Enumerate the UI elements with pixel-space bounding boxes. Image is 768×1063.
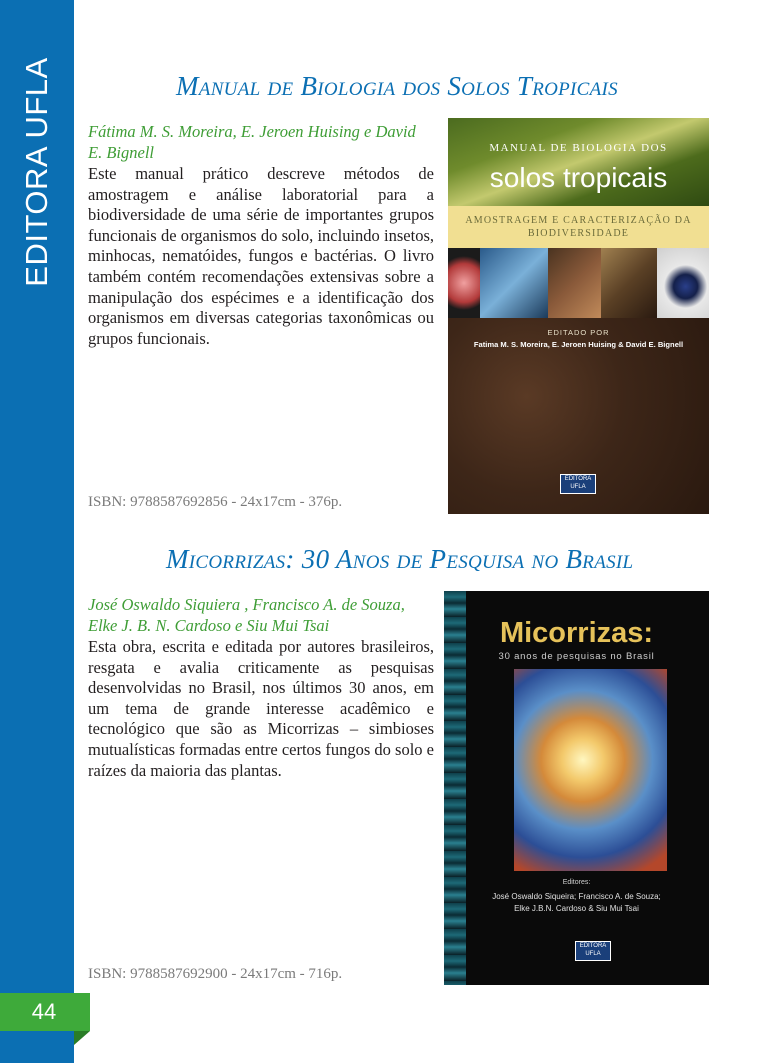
cover-editors: Fatima M. S. Moreira, E. Jeroen Huising & David E. Bignell	[473, 340, 684, 349]
book-cover-image	[444, 591, 709, 985]
cover-title-text: Micorrizas:	[499, 617, 654, 649]
cover-editores-label: Editores:	[562, 879, 591, 886]
cover-title-text: solos tropicais	[489, 162, 668, 193]
page-number: 44	[31, 999, 57, 1024]
cover-photo-ant	[601, 248, 657, 318]
cover-editors	[444, 891, 709, 915]
book-cover-image	[448, 118, 709, 514]
cover-photo-nematode	[480, 248, 548, 318]
cover-editado-label: EDITADO POR	[547, 328, 610, 337]
book-isbn: ISBN: 9788587692900 - 24x17cm - 716p.	[88, 966, 343, 982]
cover-painting	[514, 669, 667, 871]
cover-series-text: MANUAL DE BIOLOGIA DOS	[489, 142, 668, 154]
book-description: Esta obra, escrita e editada por autores brasileiros, resgata e avalia criticamente as pesquisas desenvolvidas no Brasil, nos últimos 30 anos, em um tema de grande interesse acadêmico e tecnológico que são as Micorrizas – simbioses mutualísticas formadas entre certos fungos do solo e raízes da maioria das plantas.	[88, 637, 434, 780]
book-title: Micorrizas: 30 Anos de Pesquisa no Brasil	[166, 544, 634, 574]
cover-photo-microbe	[448, 248, 480, 318]
page-number-tab	[0, 993, 90, 1031]
cover-editors-line1: José Oswaldo Siqueira; Francisco A. de Souza;	[492, 892, 661, 901]
sidebar	[0, 0, 74, 1063]
cover-band-text: AMOSTRAGEM E CARACTERIZAÇÃO DA BIODIVERSIDADE	[465, 215, 692, 239]
book-isbn: ISBN: 9788587692856 - 24x17cm - 376p.	[88, 494, 343, 510]
publisher-logo: EDITORA UFLA	[575, 941, 611, 961]
cover-editors-line2: Elke J.B.N. Cardoso & Siu Mui Tsai	[514, 904, 639, 913]
cover-photo-worm	[548, 248, 601, 318]
publisher-logo: EDITORA UFLA	[560, 474, 596, 494]
book-description: Este manual prático descreve métodos de amostragem e análise laboratorial para a biodiversidade de uma série de importantes grupos funcionais de organismos do solo, incluindo insetos, minhocas, nematóides, fungos e bactérias. O livro também contém recomendações extensivas sobre a manipulação dos espécimes e a identificação dos organismos em diversas categorias taxonômicas ou grupos funcionais.	[88, 164, 434, 348]
book-title: Manual de Biologia dos Solos Tropicais	[176, 71, 618, 101]
cover-subtitle-text: 30 anos de pesquisas no Brasil	[498, 651, 655, 662]
cover-band	[448, 206, 709, 248]
cover-photo-strip	[448, 248, 709, 318]
cover-photo-beetle	[657, 248, 709, 318]
book-authors: Fátima M. S. Moreira, E. Jeroen Huising e David E. Bignell	[88, 122, 416, 162]
book-authors: José Oswaldo Siquiera , Francisco A. de Souza, Elke J. B. N. Cardoso e Siu Mui Tsai	[88, 595, 405, 635]
publisher-name: EDITORA UFLA	[19, 57, 54, 287]
